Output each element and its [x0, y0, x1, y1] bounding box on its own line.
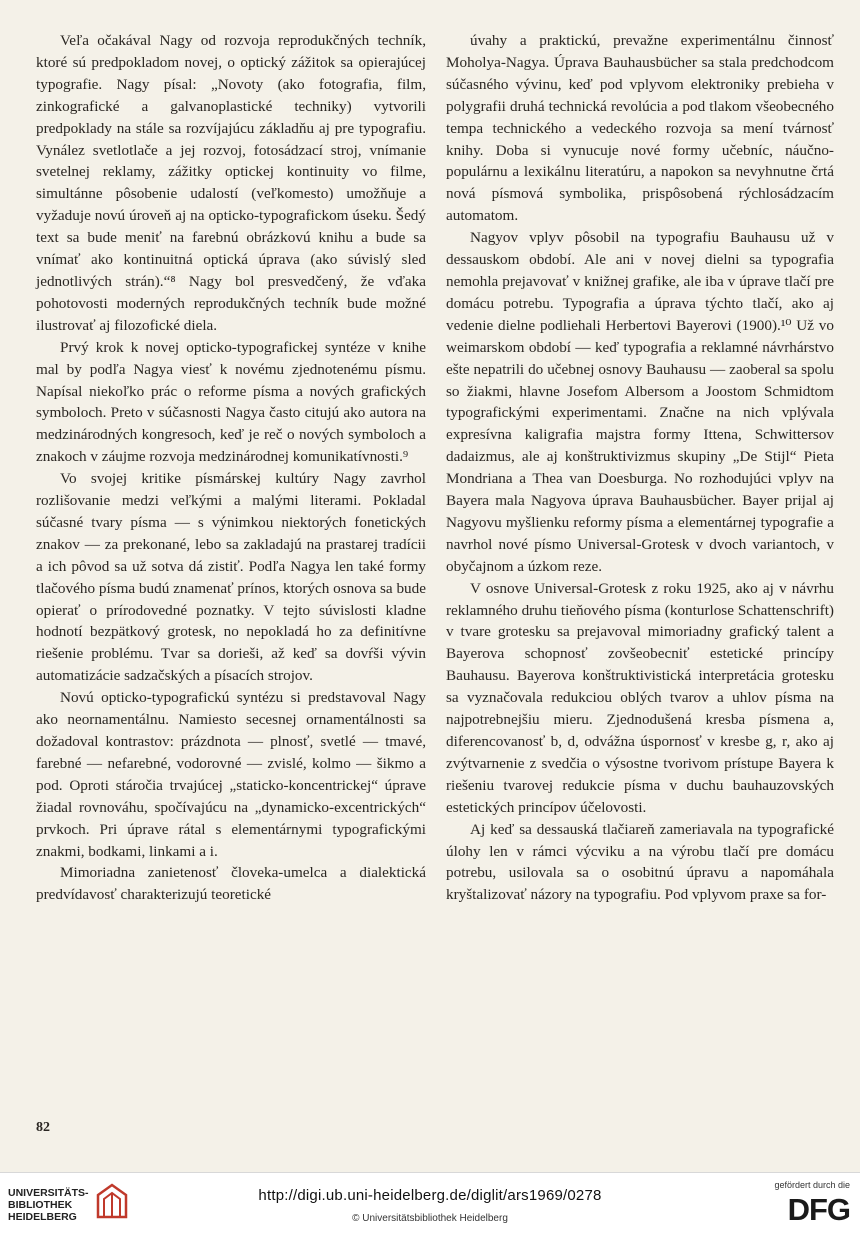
- library-name-line: BIBLIOTHEK: [8, 1199, 73, 1211]
- paragraph: Mimoriadna zanietenosť človeka-umelca a dialektická predvídavosť charakterizujú teoretické: [36, 864, 426, 904]
- dfg-logo[interactable]: DFG: [787, 1192, 850, 1227]
- library-name-line: HEIDELBERG: [8, 1211, 77, 1223]
- paragraph: Vo svojej kritike písmárskej kultúry Nagy zavrhol rozlišovanie medzi veľkými a malými literami. Pokladal súčasné tvary písma — s výnimkou niektorých fonetických znakov — za prekonané, lebo sa zakladajú na prastarej tradícii a ich pôvod sa už sotva dá zistiť. Podľa Nagya len také formy tlačového písma budú znamenať prínos, ktorých osnova sa bude opierať o prírodovedné poznatky. V tejto súvislosti kladne hodnotí bezpätkový grotesk, no nepokladá ho za definitívne riešenie problému. Tvar sa dorieši, až keď sa dovŕši vývin automatizácie sadzačských a písacích strojov.: [36, 470, 426, 685]
- paragraph: Veľa očakával Nagy od rozvoja reprodukčných techník, ktoré sú predpokladom novej, o optický zážitok sa opierajúcej typografie. Nagy písal: „Novoty (ako fotografia, film, zinkografické a galvanoplastické techniky) vytvorili predpoklady na stále sa rozvíjajúcu základňu aj pre typografiu. Vynález svetlotlače a jej rozvoj, fotosádzací stroj, vnímanie svetelnej reklamy, zážitky optickej kontinuity vo filme, simultánne pôsobenie udalostí (veľkomesto) umožňuje a vyžaduje novú úroveň aj na opticko-typografickom úseku. Šedý text sa bude meniť na farebnú obrázkovú knihu a bude sa vnímať ako kontinuitná optická úprava (ako súvislý sled jednotlivých strán).“⁸ Nagy bol presvedčený, že vďaka pohotovosti moderných reprodukčných techník bude možné ilustrovať aj filozofické diela.: [36, 32, 426, 334]
- paragraph: Nagyov vplyv pôsobil na typografiu Bauhausu už v dessauskom období. Ale ani v novej dielni sa typografia nemohla prejavovať v knižnej grafike, ale iba v úprave tlačí pre domácu potrebu. Typografia a úprava týchto tlačí, ako aj vedenie dielne podliehali Herbertovi Bayerovi (1900).¹⁰ Už vo weimarskom období — keď typografia a reklamné návrhárstvo ešte nepatrili do učebnej osnovy Bauhausu — zaoberal sa spolu so žiakmi, hlavne Josefom Albersom a Joostom Schmidtom typografickými experimentami. Značne na nich vplývala expresívna kaligrafia majstra formy Ittena, Schwittersov dadaizmus, ale aj konštruktivizmus skupiny „De Stijl“ Pieta Mondriana a Thea van Doesburga. No rozhodujúci vplyv na Bayera mala Nagyova úprava Bauhausbücher. Bayer prijal aj Nagyovu myšlienku reformy písma a elementárnej typografie a navrhol nové písmo Universal-Grotesk v dvoch variantoch, v obyčajnom a úzkom reze.: [446, 229, 834, 575]
- left-text-column: [36, 30, 426, 906]
- paragraph: Prvý krok k novej opticko-typografickej syntéze v knihe mal by podľa Nagya viesť k novému zjednotenému písmu. Napísal niekoľko prác o reforme písma a nových grafických symboloch. Preto v súčasnosti Nagya často citujú ako autora na medzinárodných kongresoch, keď je reč o nových symboloch a znakoch v záujme rozvoja medzinárodnej komunikatívnosti.⁹: [36, 338, 426, 466]
- paragraph: Novú opticko-typografickú syntézu si predstavoval Nagy ako neornamentálnu. Namiesto secesnej ornamentálnosti sa dožadoval kontrastov: prázdnota — plnosť, svetlé — tmavé, farebné — nefarebné, vodorovné — zvislé, kolmo — šikmo a pod. Oproti stáročia trvajúcej „staticko-koncentrickej“ úprave žiadal rovnováhu, spočívajúcu na „dynamicko-excentrických“ prvkoch. Pri úprave rátal s elementárnymi typografickými znakmi, bodkami, linkami a i.: [36, 689, 426, 860]
- funding-note: gefördert durch die: [774, 1180, 850, 1190]
- page-number: 82: [36, 1120, 50, 1135]
- copyright-notice: © Universitätsbibliothek Heidelberg: [352, 1213, 508, 1224]
- right-text-column: [446, 30, 834, 906]
- paragraph: úvahy a praktickú, prevažne experimentálnu činnosť Moholya-Nagya. Úprava Bauhausbücher sa stala predchodcom súčasného vývinu, keď pod vplyvom elektroniky prebieha v polygrafii druhá technická revolúcia a pod tlakom všeobecného tempa technického a vedeckého rozvoja sa mení tvárnosť knihy. Doba si vynucuje nové formy učebníc, náučno-populárnu a lexikálnu literatúru, a napokon sa nevyhnutne črtá nová písmová symbolika, prispôsobená rýchlosádzacím automatom.: [446, 32, 834, 225]
- library-name-line: UNIVERSITÄTS-: [8, 1187, 89, 1199]
- paragraph: Aj keď sa dessauská tlačiareň zameriavala na typografické úlohy len v rámci výcviku a na výrobu tlačí pre domácu potrebu, usilovala sa o osobitnú úpravu a napomáhala kryštalizovať názory na typografiu. Pod vplyvom praxe sa for-: [446, 820, 834, 904]
- page-permalink[interactable]: http://digi.ub.uni-heidelberg.de/diglit/ars1969/0278: [258, 1187, 602, 1204]
- digitization-footer: [0, 1172, 860, 1236]
- paragraph: V osnove Universal-Grotesk z roku 1925, ako aj v návrhu reklamného druhu tieňového písma (konturlose Schattenschrift) v tvare grotesku sa prejavoval mimoriadny grafický talent a Bayerova schopnosť zovšeobecniť estetické princípy Bauhausu. Bayerova konštruktivistická interpretácia grotesku sa vyznačovala redukciou oblých tvarov a uhlov písma na najpotrebnejšiu mieru. Zjednodušená kresba písmena a, diferencovanosť b, d, odvážna úspornosť v kresbe g, r, ako aj zvýtvarnenie z svedčia o výsostne tvorivom prístupe Bayera k riešeniu tvarovej redukcie písma v duchu bauhauzovských estetických princípov účelovosti.: [446, 579, 834, 816]
